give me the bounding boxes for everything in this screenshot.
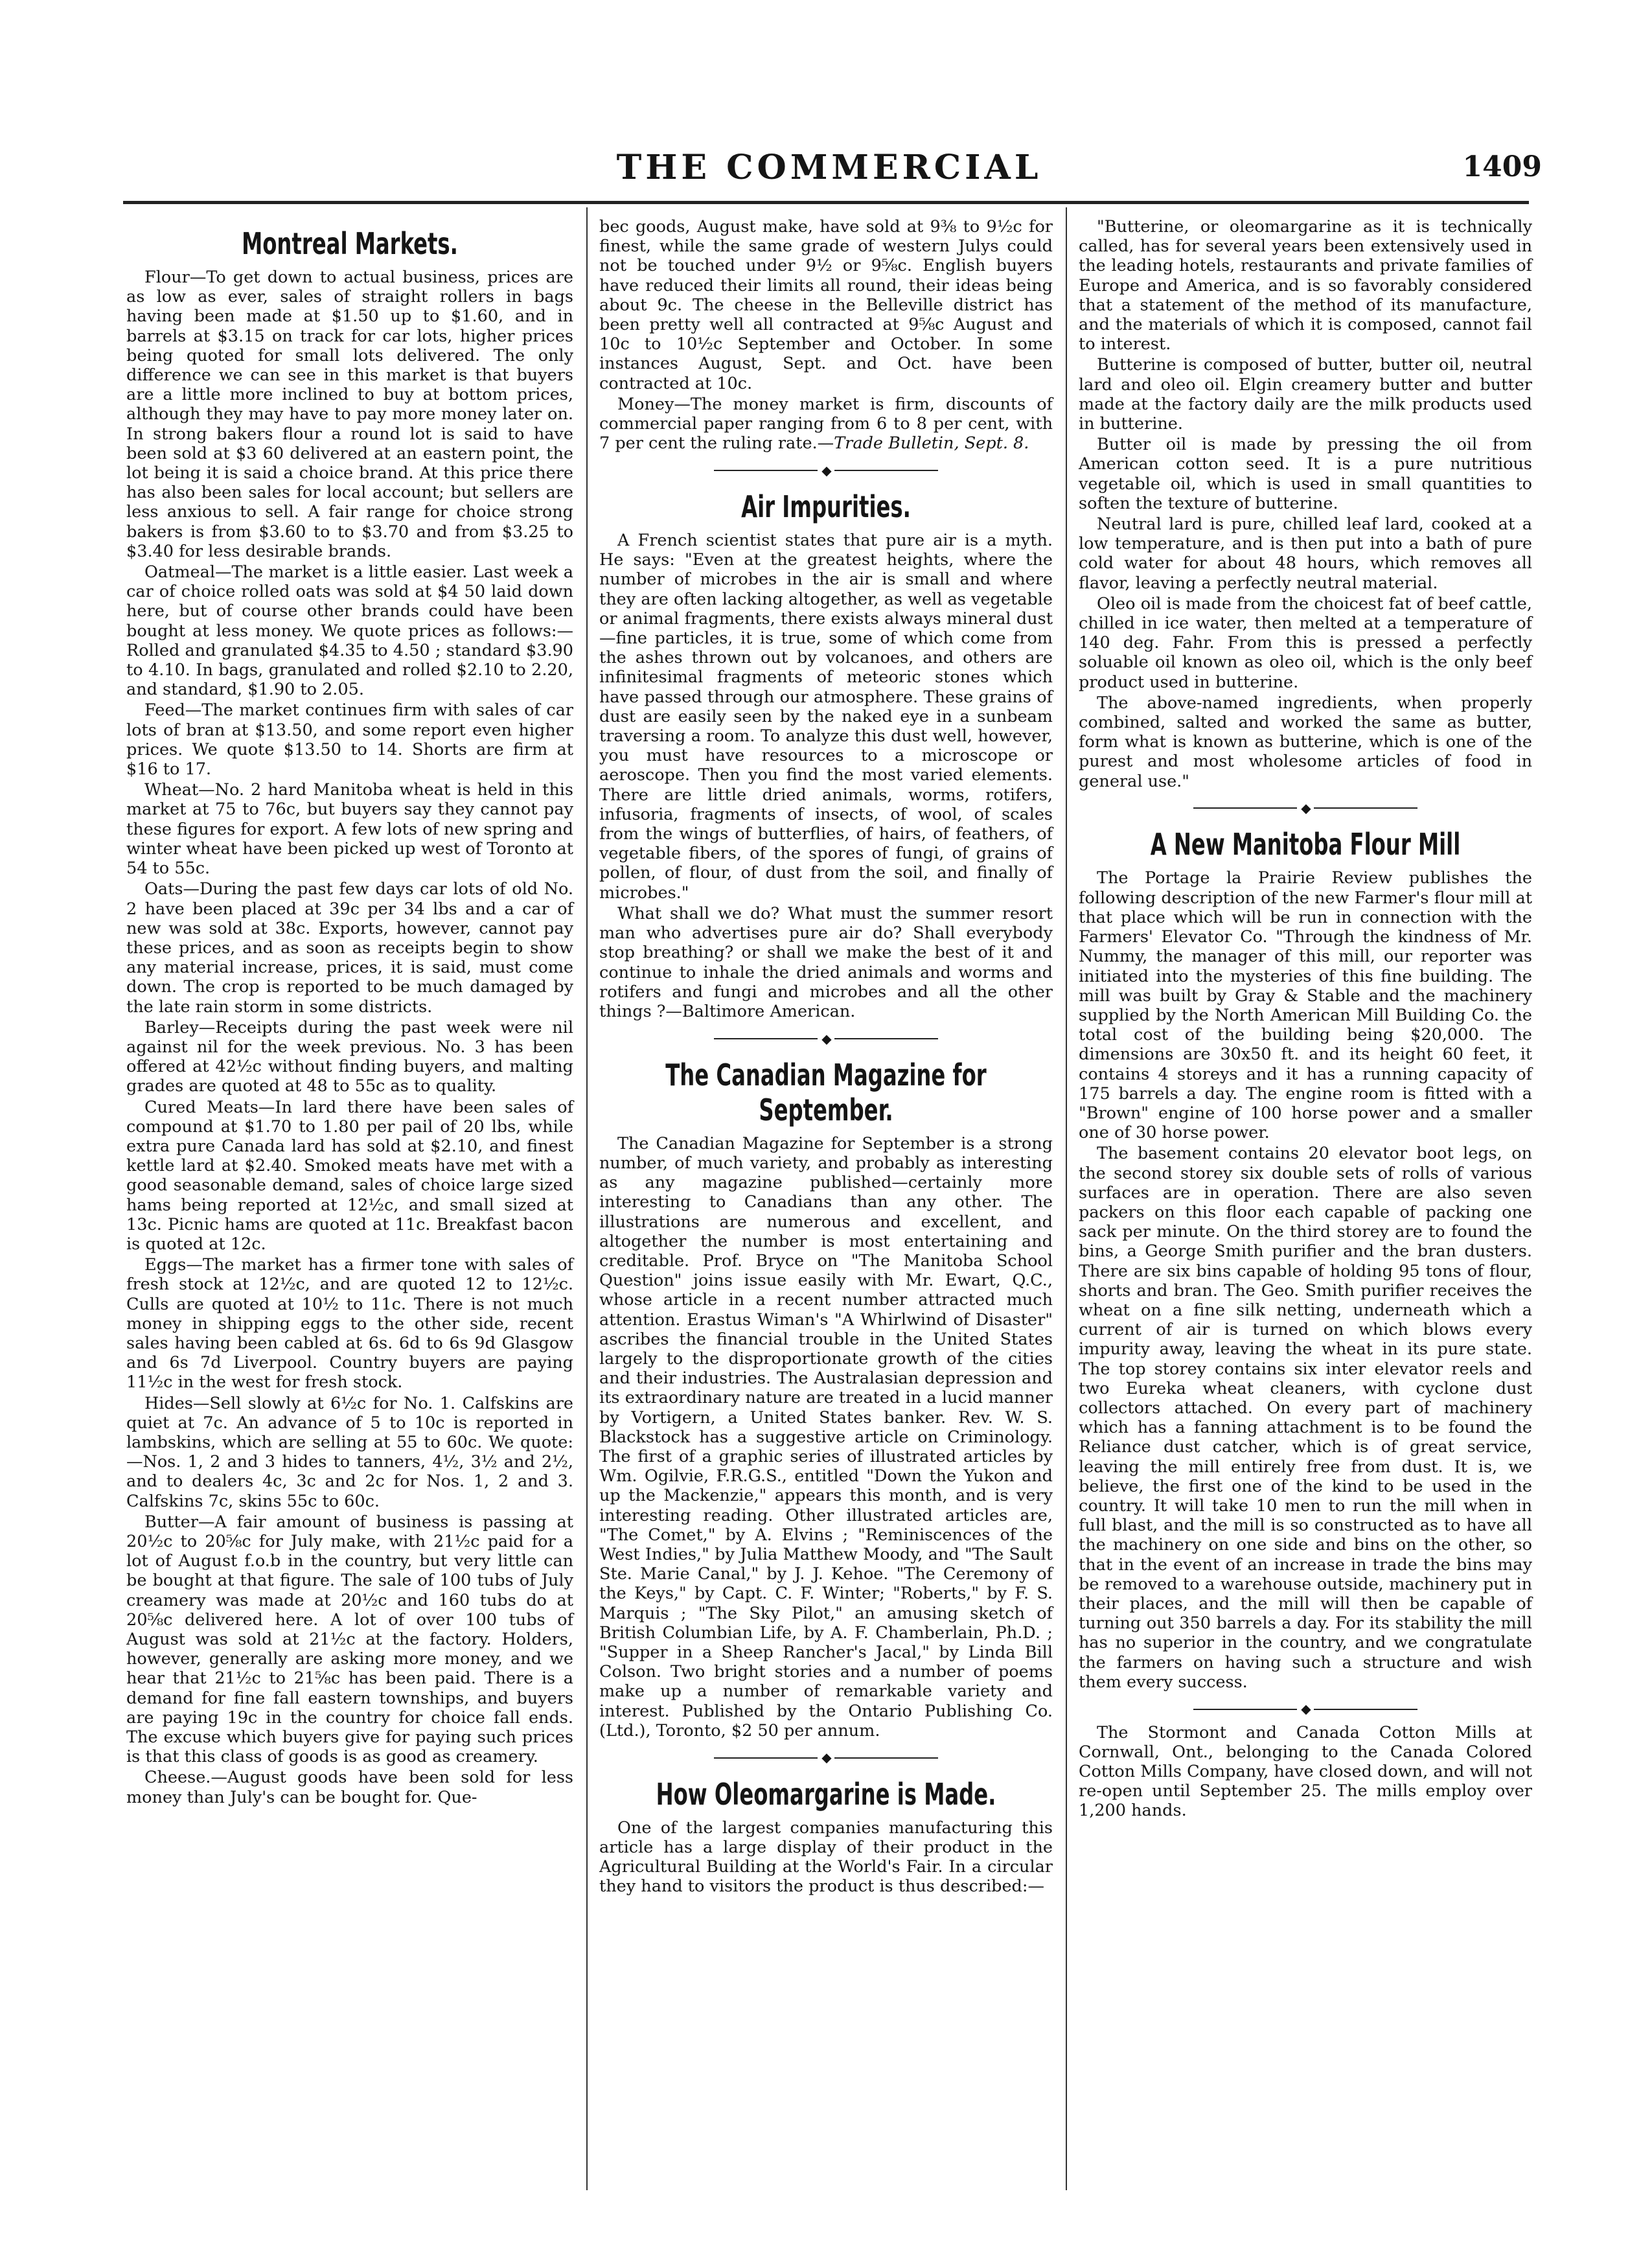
- paragraph: Neutral lard is pure, chilled leaf lard, cooked at a low temperature, and is then put into a bath of pure cold water for about 48 hours, which removes all flavor, leaving a perfectly neutral material.: [1079, 515, 1532, 593]
- paragraph: Cheese.—August goods have been sold for less money than July's can be bought for. Que-: [126, 1768, 573, 1807]
- separator: ◆: [599, 1747, 1053, 1768]
- separator: ◆: [1079, 1698, 1532, 1719]
- column-divider: [586, 207, 588, 2190]
- heading-canadian-magazine: The Canadian Magazine for September.: [665, 1057, 987, 1128]
- column-1: [126, 217, 573, 1809]
- page-number: 1409: [1462, 150, 1542, 183]
- heading-air-impurities: Air Impurities.: [741, 489, 911, 525]
- paragraph: Cured Meats—In lard there have been sales of compound at $1.70 to 1.80 per pail of 20 lbs, while extra pure Canada lard has sold at $2.10, and finest kettle lard at $2.40. Smoked meats have met with a good seasonable demand, sales of choice large sized hams being reported at 12½c, and small sized at 13c. Picnic hams are quoted at 11c. Breakfast bacon is quoted at 12c.: [126, 1097, 573, 1254]
- paragraph: The above-named ingredients, when properly combined, salted and worked the same as butter, form what is known as butterine, which is one of the purest and most wholesome articles of food in general use.": [1079, 693, 1532, 791]
- paragraph: The Canadian Magazine for September is a strong number, of much variety, and probably as interesting as any magazine published—certainly more interesting to Canadians than any other. The illustrations are numerous and excellent, and altogether the number is most entertaining and creditable. Prof. Bryce on "The Manitoba School Question" joins issue easily with Mr. Ewart, Q.C., whose article in a recent number attracted much attention. Erastus Wiman's "A Whirlwind of Disaster" ascribes the financial trouble in the United States largely to the disproportionate growth of the cities and their industries. The Australasian depression and its extraordinary nature are treated in a lucid manner by Vortigern, a United States banker. Rev. W. S. Blackstock has a suggestive article on Criminology. The first of a graphic series of illustrated articles by Wm. Ogilvie, F.R.G.S., entitled "Down the Yukon and up the Mackenzie," appears this month, and is very interesting reading. Other illustrated articles are, "The Comet," by A. Elvins ; "Reminiscences of the West Indies," by Julia Matthew Moody, and "The Sault Ste. Marie Canal," by J. J. Kehoe. "The Ceremony of the Keys," by Capt. C. F. Winter; "Roberts," by F. S. Marquis ; "The Sky Pilot," an amusing sketch of British Columbian Life, by A. F. Chamberlain, Ph.D. ; "Supper in a Sheep Rancher's Jacal," by Linda Bill Colson. Two bright stories and a number of poems make up a number of remarkable variety and interest. Published by the Ontario Publishing Co. (Ltd.), Toronto, $2 50 per annum.: [599, 1133, 1053, 1740]
- source-citation: Trade Bulletin, Sept. 8.: [834, 434, 1029, 454]
- separator: ◆: [599, 459, 1053, 480]
- paragraph: Wheat—No. 2 hard Manitoba wheat is held in this market at 75 to 76c, but buyers say they cannot pay these figures for export. A few lots of new spring and winter wheat have been picked up west of Toronto at 54 to 55c.: [126, 780, 573, 879]
- column-divider: [1066, 207, 1067, 2190]
- heading-manitoba-flour-mill: A New Manitoba Flour Mill: [1150, 827, 1461, 862]
- paragraph: What shall we do? What must the summer resort man who advertises pure air do? Shall everybody stop breathing? or shall we make the best of it and continue to inhale the dried animals and worms and rotifers and fungi and microbes and all the other things ?—Baltimore American.: [599, 903, 1053, 1021]
- paragraph-text: Money—The money market is firm, discounts of commercial paper ranging from 6 to 8 per cent, with 7 per cent the ruling rate.—: [599, 394, 1053, 454]
- paragraph: A French scientist states that pure air is a myth. He says: "Even at the greatest heights, where the number of microbes in the air is small and where they are often lacking altogether, as well as vegetable or animal fragments, there exists always mineral dust—fine particles, it is true, some of which come from the ashes thrown out by volcanoes, and others are infinitesimal fragments of meteoric stones which have passed through our atmosphere. These grains of dust are easily seen by the naked eye in a sunbeam traversing a room. To analyze this dust well, however, you must have resources to a microscope or aeroscope. Then you find the most varied elements. There are little dried animals, worms, rotifers, infusoria, fragments of insects, of wool, of scales from the wings of butterflies, of hairs, of feathers, of vegetable fibers, of the spores of fungi, of grains of pollen, of flour, of dust from the soil, and finally of microbes.": [599, 531, 1053, 903]
- paragraph: Oleo oil is made from the choicest fat of beef cattle, chilled in ice water, then melted at a temperature of 140 deg. Fahr. From this is pressed a perfectly soluable oil known as oleo oil, which is the only beef product used in butterine.: [1079, 594, 1532, 692]
- paragraph: Hides—Sell slowly at 6½c for No. 1. Calfskins are quiet at 7c. An advance of 5 to 10c is reported in lambskins, which are selling at 55 to 60c. We quote:—Nos. 1, 2 and 3 hides to tanners, 4½, 3½ and 2½, and to dealers 4c, 3c and 2c for Nos. 1, 2 and 3. Calfskins 7c, skins 55c to 60c.: [126, 1393, 573, 1511]
- masthead: [117, 148, 1542, 193]
- paragraph: The basement contains 20 elevator boot legs, on the second storey six double sets of rolls of various surfaces are in operation. There are also seven packers on this floor each capable of packing one sack per minute. On the third storey are to found the bins, a George Smith purifier and the bran dusters. There are six bins capable of holding 95 tons of flour, shorts and bran. The Geo. Smith purifier receives the wheat on a fine silk netting, underneath which a current of air is turned on which blows every impurity away, leaving the wheat in its pure state. The top storey contains six inter elevator reels and two Eureka wheat cleaners, with cyclone dust collectors attached. On every part of machinery which has a fanning attachment is to be found the Reliance dust catcher, which is of great service, leaving the mill entirely free from dust. It is, we believe, the first one of the kind to be used in the country. It will take 10 men to run the mill when in full blast, and the mill is so constructed as to have all the machinery on one side and bins on the other, so that in the event of an increase in trade the bins may be removed to a warehouse outside, machinery put in their places, and the mill will then be capable of turning out 350 barrels a day. For its stability the mill has no superior in the country, and we congratulate the farmers on having such a structure and wish them every success.: [1079, 1144, 1532, 1692]
- paragraph: The Portage la Prairie Review publishes the following description of the new Farmer's flour mill at that place which will be run in connection with the Farmers' Elevator Co. "Through the kindness of Mr. Nummy, the manager of this mill, our reporter was initiated into the mysteries of this fine building. The mill was built by Gray & Stable and the machinery supplied by the North American Mill Building Co. the total cost of the building being $20,000. The dimensions are 30x50 ft. and its height 60 feet, it contains 4 storeys and it has a running capacity of 175 barrels a day. The engine room is fitted with a "Brown" engine of 100 horse power and a smaller one of 30 horse power.: [1079, 868, 1532, 1143]
- heading-oleomargarine: How Oleomargarine is Made.: [656, 1776, 996, 1812]
- separator: ◆: [1079, 798, 1532, 818]
- paragraph: [599, 395, 1053, 454]
- column-3: [1079, 217, 1532, 1822]
- paragraph: Feed—The market continues firm with sales of car lots of bran at $13.50, and some report even higher prices. We quote $13.50 to 14. Shorts are firm at $16 to 17.: [126, 700, 573, 780]
- paragraph: Oats—During the past few days car lots of old No. 2 have been placed at 39c per 34 lbs and a car of new was sold at 38c. Exports, however, cannot pay these prices, and as soon as receipts begin to show any material increase, prices, it is said, must come down. The crop is reported to be much damaged by the late rain storm in some districts.: [126, 879, 573, 1017]
- paragraph: "Butterine, or oleomargarine as it is technically called, has for several years been extensively used in the leading hotels, restaurants and private families of Europe and America, and is so favorably considered that a statement of the method of its manufacture, and the materials of which it is composed, cannot fail to interest.: [1079, 217, 1532, 354]
- paragraph: The Stormont and Canada Cotton Mills at Cornwall, Ont., belonging to the Canada Colored Cotton Mills Company, have closed down, and will not re-open until September 25. The mills employ over 1,200 hands.: [1079, 1722, 1532, 1821]
- paragraph: Butter oil is made by pressing the oil from American cotton seed. It is a pure nutritious vegetable oil, which is used in small quantities to soften the texture of butterine.: [1079, 435, 1532, 513]
- paragraph: Flour—To get down to actual business, prices are as low as ever, sales of straight rollers in bags having been made at $1.50 up to $1.60, and in barrels at $3.15 on track for car lots, higher prices being quoted for small lots delivered. The only difference we can see in this market is that buyers are a little more inclined to buy at bottom prices, although they may have to pay more money later on. In strong bakers flour a round lot is said to have been sold at $3 60 delivered at an eastern point, the lot being it is said a choice brand. At this price there has also been sales for local account; but sellers are less anxious to sell. A fair range for choice strong bakers is from $3.60 to to $3.70 and from $3.25 to $3.40 for less desirable brands.: [126, 268, 573, 561]
- header-rule: [123, 201, 1529, 204]
- paragraph: Oatmeal—The market is a little easier. Last week a car of choice rolled oats was sold at $4 50 laid down here, but of course other brands could have been bought at less money. We quote prices as follows:—Rolled and granulated $4.35 to 4.50 ; standard $3.90 to 4.10. In bags, granulated and rolled $2.10 to 2.20, and standard, $1.90 to 2.05.: [126, 562, 573, 700]
- paragraph: Butter—A fair amount of business is passing at 20½c to 20⅝c for July make, with 21½c paid for a lot of August f.o.b in the country, but very little can be bought at that figure. The sale of 100 tubs of July creamery was made at 20½c and 160 tubs do at 20⅝c delivered here. A lot of over 100 tubs of August was sold at 21½c at the factory. Holders, however, generally are asking more money, and we hear that 21½c to 21⅝c has been paid. There is a demand for fine fall eastern townships, and buyers are paying 19c in the country for choice fall ends. The excuse which buyers give for paying such prices is that this class of goods is as good as creamery.: [126, 1512, 573, 1767]
- paragraph: Barley—Receipts during the past week were nil against nil for the week previous. No. 3 has been offered at 42½c without finding buyers, and malting grades are quoted at 48 to 55c as to quality.: [126, 1017, 573, 1096]
- masthead-title: THE COMMERCIAL: [616, 148, 1042, 187]
- heading-montreal-markets: Montreal Markets.: [242, 226, 458, 261]
- paragraph: Eggs—The market has a firmer tone with sales of fresh stock at 12½c, and are quoted 12 to 12½c. Culls are quoted at 10½ to 11c. There is not much money in shipping eggs to the other side, recent sales having been cabled at 6s. 6d to 6s 9d Glasgow and 6s 7d Liverpool. Country buyers are paying 11½c in the west for fresh stock.: [126, 1255, 573, 1393]
- paragraph: Butterine is composed of butter, butter oil, neutral lard and oleo oil. Elgin creamery butter and butter made at the factory daily are the milk products used in butterine.: [1079, 355, 1532, 434]
- paragraph: bec goods, August make, have sold at 9⅜ to 9½c for finest, while the same grade of western Julys could not be touched under 9½ or 9⅝c. English buyers have reduced their limits all round, their ideas being about 9c. The cheese in the Belleville district has been pretty well all contracted at 9⅝c August and 10c to 10½c September and October. In some instances August, Sept. and Oct. have been contracted at 10c.: [599, 217, 1053, 393]
- separator: ◆: [599, 1028, 1053, 1048]
- paragraph: One of the largest companies manufacturing this article has a large display of their product in the Agricultural Building at the World's Fair. In a circular they hand to visitors the product is thus described:—: [599, 1818, 1053, 1897]
- column-2: [599, 217, 1053, 1897]
